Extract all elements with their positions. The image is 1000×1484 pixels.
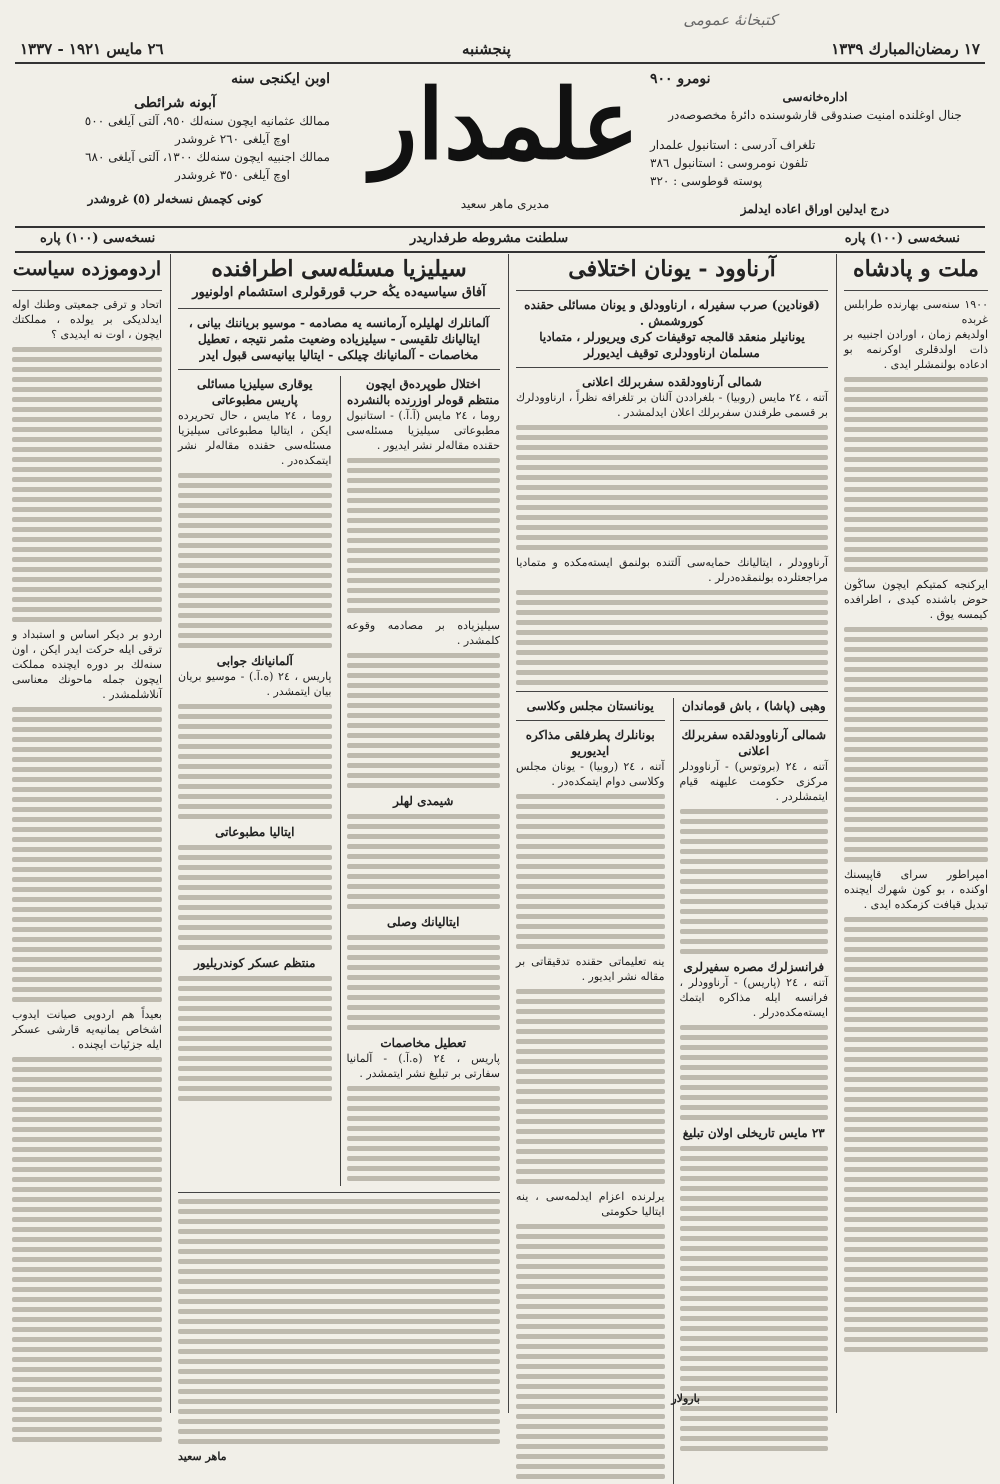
subcolumn-vehbi bbox=[673, 698, 829, 1484]
headline-greek-cabinet: يونانستان مجلس وكلاسى bbox=[526, 699, 654, 713]
subscription-line: ممالك اجنبيه ايچون سنه‌لك ١٣٠٠، آلتى آيلغى ٦٨٠ bbox=[85, 150, 330, 164]
price-strip bbox=[0, 228, 1000, 250]
divider bbox=[680, 720, 829, 721]
column-rule bbox=[170, 254, 171, 1413]
top-rule bbox=[15, 62, 985, 64]
paragraph: اولديغم زمان ، اورادن اجنبيه بر ذات اولدقلرى اوكرنمه بو ادعاده بولنمشلر ايدى . bbox=[844, 328, 988, 371]
headline-uprising: اختلال طوپرده‌ق ايچون bbox=[365, 377, 481, 391]
price-right: نسخه‌سى (١٠٠) پاره bbox=[844, 231, 960, 246]
subhead: آلمانلرك لهليلره آرمانسه يه مصادمه - موسيو برياننك بيانى ، ايتاليانك تلقيسى - سيليزياده وضعيت مثمر نتيجه ، تعطيل مخاصمات - آلمانيانك چيلكى - ايتاليا بيانيه‌سى قبول ايدر bbox=[188, 316, 490, 362]
admin-line: درج ايدلين اوراق اعاده ايدلمز bbox=[740, 202, 890, 216]
paragraph: سيليزياده بر مصادمه وقوعه كلمشدر . bbox=[346, 619, 500, 647]
paragraph: آتنه ، ٢٤ مايس (روبيا) - بلغراددن آلنان بر تلغرافه نظراً ، ارناوودلرك بر قسمى طرفندن سفربرلك اعلان ايدلمشدر . bbox=[516, 391, 828, 419]
text-block bbox=[347, 1086, 501, 1181]
headline-melet: ملت و پادشاه bbox=[853, 256, 979, 282]
section-head: شمالى آرناوودلقده سفربرلك اعلانى bbox=[681, 728, 826, 758]
admin-line: پوسته قوطوسى : ٣٢٠ bbox=[650, 174, 763, 188]
admin-line: جنال اوغلنده امنيت صندوقى قارشوسنده دائرۀ مخصوصەدر bbox=[668, 108, 962, 122]
divider bbox=[178, 1192, 500, 1193]
political-stance: سلطنت مشروطه طرفداريدر bbox=[410, 231, 569, 246]
editor-line: مديرى ماهر سعيد bbox=[460, 197, 550, 211]
footer-mark: بارولار bbox=[671, 1392, 700, 1405]
paragraph: ١٩٠٠ سنه‌سى بهارنده طرابلس غربده bbox=[844, 298, 988, 326]
text-block bbox=[12, 1057, 162, 1442]
column-rule bbox=[508, 254, 509, 1413]
paragraph: بعيداً هم اردويى صيانت ايدوب اشخاص يمانيه‌يه قارشى عسكر ايله جزئيات ايچنده . bbox=[12, 1008, 162, 1051]
text-block bbox=[178, 473, 332, 648]
signature: ماهر سعيد bbox=[178, 1450, 227, 1463]
divider bbox=[516, 691, 828, 692]
text-block bbox=[347, 458, 501, 613]
newspaper-title: علمدار bbox=[371, 68, 639, 181]
subcolumn-uprising bbox=[340, 376, 501, 1186]
section-head: منتظم قوه‌لر اوزرنده بالنشرده bbox=[347, 393, 500, 407]
section-head: ٢٣ مايس تاريخلى اولان تبليغ bbox=[682, 1126, 825, 1140]
section-head: پاريس مطبوعاتى bbox=[211, 393, 298, 407]
divider bbox=[516, 720, 665, 721]
paragraph: آتنه ، ٢٤ (پاريس) - آرناوودلر ، فرانسه ايله مذاكره ايتمك ايسته‌مكده‌درلر . bbox=[679, 976, 828, 1019]
admin-line: تلفون نومروسى : استانبول ٣٨٦ bbox=[650, 156, 809, 170]
admin-line: تلغراف آدرسى : استانبول علمدار bbox=[650, 138, 816, 152]
text-block bbox=[844, 377, 988, 572]
sub-columns bbox=[178, 376, 500, 1186]
column-albania-greece bbox=[516, 254, 828, 1413]
price-left: نسخه‌سى (١٠٠) پاره bbox=[40, 231, 156, 246]
paragraph: آتنه ، ٢٤ (روبيا) - يونان مجلس وكلاسى دوام ايتمكده‌در . bbox=[516, 760, 665, 788]
paragraph: آتنه ، ٢٤ (بروتوس) - آرناوودلر مركزى حكومت علیهنه قيام ايتمشلردر . bbox=[679, 760, 828, 803]
subcolumn-greek-cabinet bbox=[516, 698, 665, 1484]
subcolumn-upper-silesia bbox=[178, 376, 332, 1186]
text-block bbox=[516, 989, 665, 1184]
subhead: مسلمان ارناوودلرى توقيف ايديورلر bbox=[584, 346, 760, 360]
text-block bbox=[516, 1224, 665, 1479]
paragraph: پاريس ، ٢٤ (ه.آ.) - موسيو بريان بيان ايتمشدر . bbox=[178, 670, 332, 698]
headline-albania: آرناوود - يونان اختلافى bbox=[568, 256, 776, 282]
divider bbox=[516, 367, 828, 368]
subscription-line: ممالك عثمانيه ايچون سنه‌لك ٩٥٠، آلتى آيلغى ٥٠٠ bbox=[84, 114, 330, 128]
text-block bbox=[516, 794, 665, 949]
paragraph: آرناوودلر ، ايتاليانك حمايه‌سى آلتنده بولنمق ايسته‌مكده و متماديا مراجعتلرده بولنمقده‌درلر . bbox=[516, 556, 828, 584]
text-block bbox=[347, 935, 501, 1030]
section-head: ايتاليا مطبوعاتى bbox=[215, 825, 295, 839]
subscription-box bbox=[20, 70, 330, 208]
text-block bbox=[347, 653, 501, 788]
text-block bbox=[680, 1025, 829, 1120]
divider bbox=[178, 369, 500, 370]
sub-columns bbox=[516, 698, 828, 1484]
subhead: (قونادين) صرب سفيرله ، ارناوودلق و يونان مسائلى حقنده كوروشمش . bbox=[524, 298, 820, 328]
divider bbox=[12, 290, 162, 291]
section-head: ايتاليانك وصلى bbox=[387, 915, 460, 929]
weekday: پنجشنبه bbox=[462, 40, 511, 58]
library-seal: كتبخانۀ عمومی bbox=[683, 11, 777, 29]
year-label: اوبن ايكنجى سنه bbox=[231, 71, 330, 87]
section-head: شمالى آرناوودلقده سفربرلك اعلانى bbox=[582, 375, 762, 389]
subhead: آفاق سياسيه‌ده يڭه حرب قورقولرى استشمام اولونيور bbox=[192, 285, 486, 300]
subscription-line: اوچ آيلغى ٣٥٠ غروشدر bbox=[175, 168, 290, 182]
headline-vehbi: وهبى (پاشا) ، باش قوماندان bbox=[681, 699, 826, 713]
paragraph: روما ، ٢٤ مايس (آ.آ.) - استانبول مطبوعاتى سيليزيا مسئله‌سى حقنده مقاله‌لر نشر ايديور . bbox=[346, 409, 500, 452]
section-head: تعطيل مخاصمات bbox=[380, 1036, 467, 1050]
text-block bbox=[178, 1199, 500, 1444]
column-army-politics bbox=[12, 254, 162, 1413]
text-block bbox=[844, 917, 988, 1352]
headline-silesia: سيليزيا مسئله‌سى اطرافنده bbox=[211, 256, 467, 282]
paragraph: پاريس ، ٢٤ (ه.آ.) - آلمانيا سفارتى بر تبليغ نشر ايتمشدر . bbox=[346, 1052, 500, 1080]
text-block bbox=[347, 814, 501, 909]
paragraph: امپراطور سراى قاپيسنك اوكنده ، بو كون شهرك ايچنده تبديل قيافت كزمكده ايدى . bbox=[844, 868, 988, 911]
section-head: منتظم عسكر كوندريليور bbox=[194, 956, 316, 970]
paragraph: ينه تعليماتى حقنده تدقيقاتى بر مقاله نشر ايديور . bbox=[516, 955, 665, 983]
paragraph: اتحاد و ترقى جمعيتى وطنك اوله ايدلديكى بر يولده ، مملكتك ايچون ، اوت نه ايديدى ؟ bbox=[12, 298, 162, 341]
section-head: شيمدى لهلر bbox=[393, 794, 454, 808]
divider bbox=[844, 290, 988, 291]
divider bbox=[516, 290, 828, 291]
subscription-line: اوچ آيلغى ٢٦٠ غروشدر bbox=[175, 132, 290, 146]
text-block bbox=[178, 845, 332, 950]
paragraph: ايركنجه كمتيكم ايچون ساڭون حوض باشنده كيدى ، اطرافده كيمسه يوق . bbox=[844, 578, 988, 621]
subscription-line: كونى كچمش نسخه‌لر (٥) غروشدر bbox=[87, 192, 263, 206]
admin-box bbox=[650, 70, 980, 218]
text-block bbox=[680, 809, 829, 954]
text-block bbox=[516, 425, 828, 550]
subhead: يونانيلر منعقد قالمجه توقيفات كرى ويريورلر ، متماديا bbox=[539, 330, 805, 344]
headline-upper-silesia: يوقارى سيليزيا مسائلى bbox=[197, 377, 313, 391]
text-block bbox=[844, 627, 988, 862]
column-silesia bbox=[178, 254, 500, 1463]
section-head: فرانسزلرك مصره سفيرلرى bbox=[683, 960, 825, 974]
date-hijri: ١٧ رمضان‌المبارك ١٣٣٩ bbox=[831, 40, 980, 58]
strip-rule-bottom bbox=[15, 251, 985, 253]
text-block bbox=[12, 707, 162, 1002]
text-block bbox=[12, 347, 162, 622]
divider bbox=[178, 308, 500, 309]
paragraph: اردو بر ديكر اساس و استبداد و ترقى ايله حركت ايدر ايكن ، اون سنه‌لك بر دوره ايچنده مملكت ايچون جمله ماحونك معناسى آنلاشلمشدر . bbox=[12, 628, 162, 701]
subscription-title: آبونه شرائطى bbox=[134, 95, 216, 111]
paragraph: روما ، ٢٤ مايس ، حال تحريرده ايكن ، ايتاليا مطبوعاتى سيليزيا مسئله‌سى حقنده مقاله‌لر نشر ايتمكده‌در . bbox=[178, 409, 332, 467]
paragraph: يرلرنده اعزام ايدلمه‌سى ، ينه ايتاليا حكومتى bbox=[516, 1190, 665, 1218]
column-rule bbox=[836, 254, 837, 1413]
text-block bbox=[680, 1146, 829, 1451]
text-block bbox=[178, 976, 332, 1101]
section-head: بونانلرك پطرفلقى مذاكره ايديوريو bbox=[525, 728, 655, 758]
headline-army-politics: اردوموزده سياست bbox=[12, 258, 162, 280]
admin-line: ادارەخانەسی bbox=[782, 90, 848, 104]
text-block bbox=[516, 590, 828, 685]
column-melet-padishah bbox=[844, 254, 988, 1413]
date-gregorian: ٢٦ مايس ١٩٢١ - ١٣٣٧ bbox=[20, 40, 164, 58]
issue-number: نومرو ٩٠٠ bbox=[650, 71, 711, 87]
text-block bbox=[178, 704, 332, 819]
section-head: آلمانيانك جوابى bbox=[216, 654, 293, 668]
